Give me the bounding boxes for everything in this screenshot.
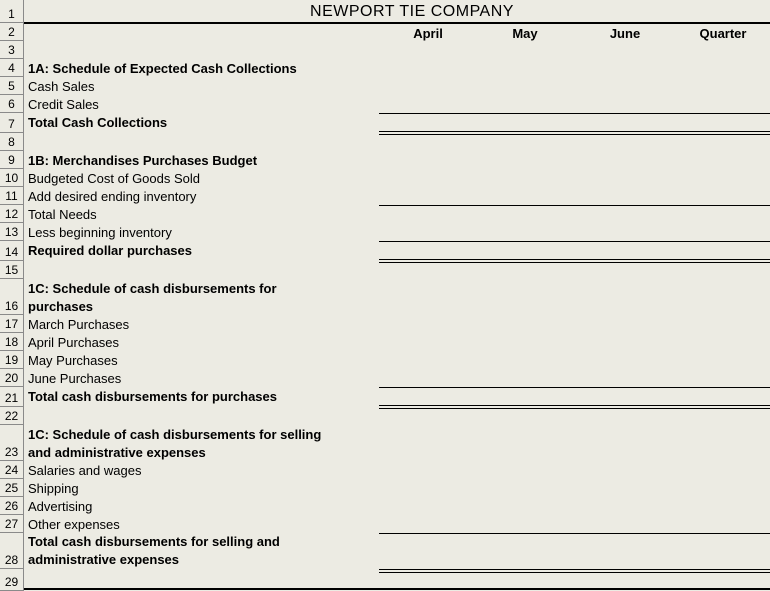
row-header[interactable]: 26	[0, 497, 24, 515]
row-header[interactable]: 11	[0, 187, 24, 205]
cogs-label[interactable]: Budgeted Cost of Goods Sold	[28, 171, 201, 186]
cash-sales-label[interactable]: Cash Sales	[28, 79, 95, 94]
required-purchases-label[interactable]: Required dollar purchases	[28, 243, 192, 258]
row-header[interactable]: 27	[0, 515, 24, 533]
row-header[interactable]: 7	[0, 113, 24, 133]
row-header[interactable]: 22	[0, 407, 24, 425]
row-header[interactable]: 2	[0, 23, 24, 41]
total-double-underline	[379, 569, 770, 573]
row-header[interactable]: 4	[0, 59, 24, 77]
section-1c-sga-heading-line2[interactable]: and administrative expenses	[28, 445, 206, 460]
section-1c-sga-heading-line1[interactable]: 1C: Schedule of cash disbursements for selling	[28, 427, 322, 442]
april-purchases-label[interactable]: April Purchases	[28, 335, 120, 350]
subtotal-underline	[379, 205, 770, 206]
beginning-inventory-label[interactable]: Less beginning inventory	[28, 225, 172, 240]
subtotal-underline	[379, 113, 770, 114]
total-cash-collections-label[interactable]: Total Cash Collections	[28, 115, 168, 130]
row-header[interactable]: 10	[0, 169, 24, 187]
june-purchases-label[interactable]: June Purchases	[28, 371, 122, 386]
row-header[interactable]: 23	[0, 425, 24, 461]
credit-sales-label[interactable]: Credit Sales	[28, 97, 99, 112]
sheet-title[interactable]: NEWPORT TIE COMPANY	[310, 3, 514, 20]
subtotal-underline	[379, 533, 770, 534]
section-1b-heading[interactable]: 1B: Merchandises Purchases Budget	[28, 153, 258, 168]
row-header[interactable]: 29	[0, 569, 24, 591]
march-purchases-label[interactable]: March Purchases	[28, 317, 130, 332]
subtotal-underline	[379, 241, 770, 242]
row-header[interactable]: 19	[0, 351, 24, 369]
total-double-underline	[379, 131, 770, 135]
total-needs-label[interactable]: Total Needs	[28, 207, 97, 222]
section-1c-purchases-heading-line1[interactable]: 1C: Schedule of cash disbursements for	[28, 281, 277, 296]
row-header[interactable]: 5	[0, 77, 24, 95]
col-header-june[interactable]: June	[609, 26, 641, 41]
row-header[interactable]: 24	[0, 461, 24, 479]
row-header[interactable]: 18	[0, 333, 24, 351]
subtotal-underline	[379, 387, 770, 388]
row-header[interactable]: 9	[0, 151, 24, 169]
row-header[interactable]: 6	[0, 95, 24, 113]
total-purchase-disbursements-label[interactable]: Total cash disbursements for purchases	[28, 389, 277, 404]
col-header-april[interactable]: April	[413, 26, 443, 41]
total-sga-disbursements-line2[interactable]: administrative expenses	[28, 552, 180, 567]
row-header[interactable]: 25	[0, 479, 24, 497]
other-expenses-label[interactable]: Other expenses	[28, 517, 120, 532]
row-header[interactable]: 8	[0, 133, 24, 151]
row-header[interactable]: 16	[0, 279, 24, 315]
row-header[interactable]: 20	[0, 369, 24, 387]
ending-inventory-label[interactable]: Add desired ending inventory	[28, 189, 197, 204]
row-header[interactable]: 28	[0, 533, 24, 569]
row-header[interactable]: 3	[0, 41, 24, 59]
may-purchases-label[interactable]: May Purchases	[28, 353, 118, 368]
section-1c-purchases-heading-line2[interactable]: purchases	[28, 299, 94, 314]
total-double-underline	[379, 259, 770, 263]
sheet-bottom-border	[24, 588, 770, 590]
title-underline	[24, 22, 770, 24]
total-double-underline	[379, 405, 770, 409]
salaries-label[interactable]: Salaries and wages	[28, 463, 142, 478]
row-header[interactable]: 1	[0, 0, 24, 23]
col-header-may[interactable]: May	[512, 26, 538, 41]
col-header-quarter[interactable]: Quarter	[699, 26, 747, 41]
row-header[interactable]: 17	[0, 315, 24, 333]
row-header[interactable]: 15	[0, 261, 24, 279]
shipping-label[interactable]: Shipping	[28, 481, 79, 496]
row-header[interactable]: 13	[0, 223, 24, 241]
row-header[interactable]: 21	[0, 387, 24, 407]
row-header[interactable]: 14	[0, 241, 24, 261]
section-1a-heading[interactable]: 1A: Schedule of Expected Cash Collections	[28, 61, 297, 76]
advertising-label[interactable]: Advertising	[28, 499, 93, 514]
total-sga-disbursements-line1[interactable]: Total cash disbursements for selling and	[28, 534, 280, 549]
row-header[interactable]: 12	[0, 205, 24, 223]
